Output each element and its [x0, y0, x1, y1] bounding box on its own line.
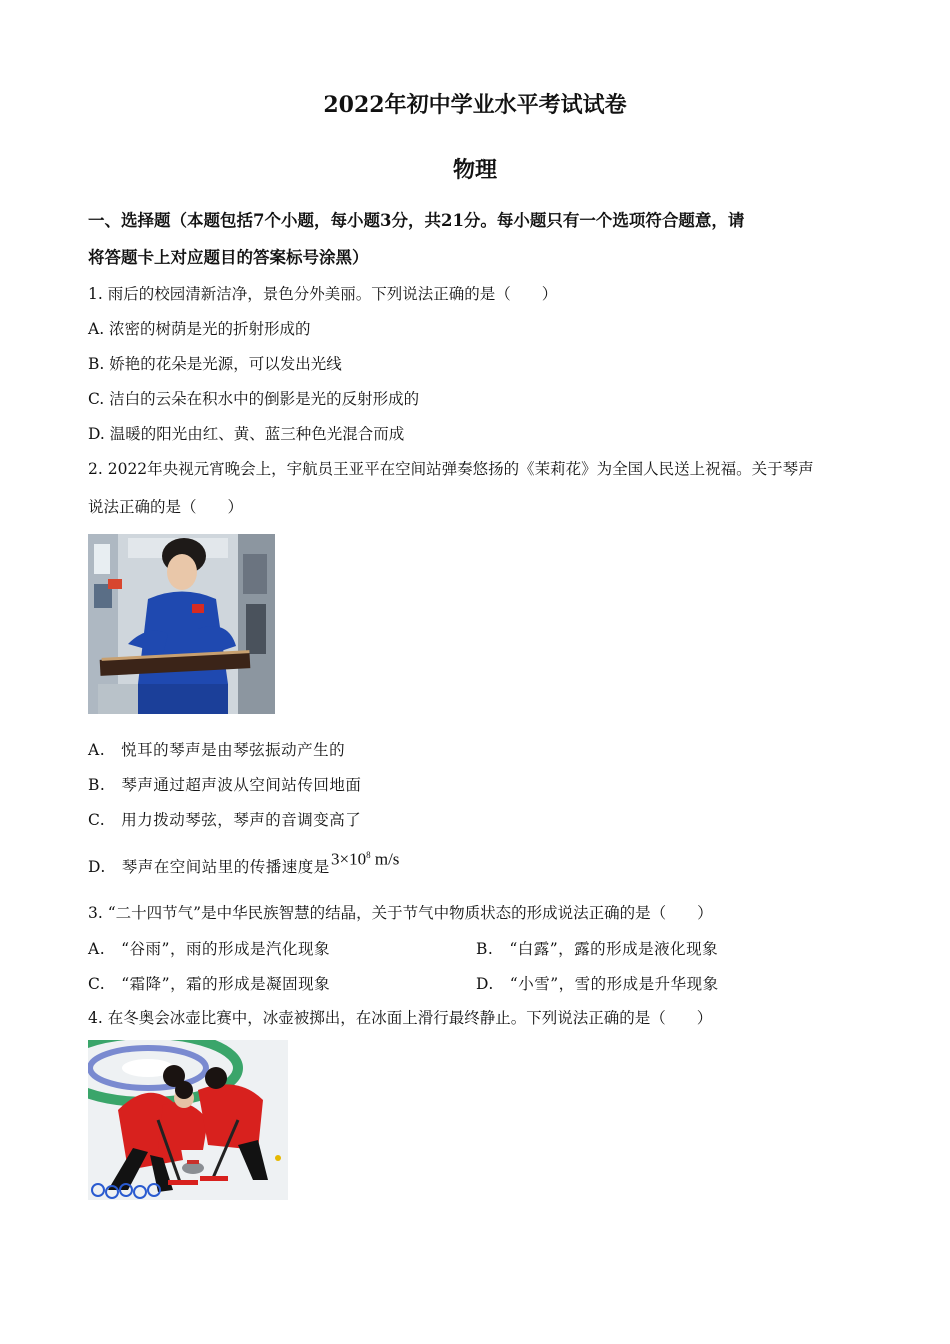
q2-option-d-text: D. 琴声在空间站里的传播速度是 — [88, 858, 330, 876]
page-title: 2022年初中学业水平考试试卷 — [323, 92, 627, 118]
speed-formula — [331, 845, 399, 870]
q3-option-a: A. “谷雨”，雨的形成是汽化现象 — [88, 940, 330, 958]
q3-option-d: D. “小雪”，雪的形成是升华现象 — [476, 975, 719, 993]
section-heading-line1: 一、选择题（本题包括7个小题，每小题3分，共21分。每小题只有一个选项符合题意，请 — [88, 211, 745, 230]
q2-option-a: A. 悦耳的琴声是由琴弦振动产生的 — [88, 741, 346, 759]
astronaut-guzheng-photo — [88, 534, 275, 714]
q1-option-c: C. 洁白的云朵在积水中的倒影是光的反射形成的 — [88, 390, 420, 408]
speed-base: 3×10 — [331, 849, 367, 869]
q1-option-b: B. 娇艳的花朵是光源，可以发出光线 — [88, 355, 342, 373]
q2-option-b: B. 琴声通过超声波从空间站传回地面 — [88, 776, 362, 794]
q3-option-b: B. “白露”，露的形成是液化现象 — [476, 940, 719, 958]
q1-stem: 1. 雨后的校园清新洁净，景色分外美丽。下列说法正确的是（ ） — [88, 285, 558, 303]
q4-stem: 4. 在冬奥会冰壶比赛中，冰壶被掷出，在冰面上滑行最终静止。下列说法正确的是（ ） — [88, 1009, 713, 1027]
q3-option-c: C. “霜降”，霜的形成是凝固现象 — [88, 975, 331, 993]
section-heading-line2: 将答题卡上对应题目的答案标号涂黑） — [88, 248, 369, 267]
subject-title: 物理 — [452, 157, 497, 183]
q2-option-d — [88, 857, 330, 877]
q2-stem-line1: 2. 2022年央视元宵晚会上，宇航员王亚平在空间站弹奏悠扬的《茉莉花》为全国人民送上祝福。关于琴声 — [88, 460, 814, 478]
q2-option-c: C. 用力拨动琴弦，琴声的音调变高了 — [88, 811, 362, 829]
speed-exponent: 8 — [366, 850, 371, 860]
speed-unit: m/s — [370, 849, 400, 869]
curling-photo — [88, 1040, 288, 1200]
q3-stem: 3. “二十四节气”是中华民族智慧的结晶，关于节气中物质状态的形成说法正确的是（ ） — [88, 904, 713, 922]
q1-option-d: D. 温暖的阳光由红、黄、蓝三种色光混合而成 — [88, 425, 405, 443]
q1-option-a: A. 浓密的树荫是光的折射形成的 — [88, 320, 311, 338]
q2-stem-line2: 说法正确的是（ ） — [88, 498, 244, 516]
